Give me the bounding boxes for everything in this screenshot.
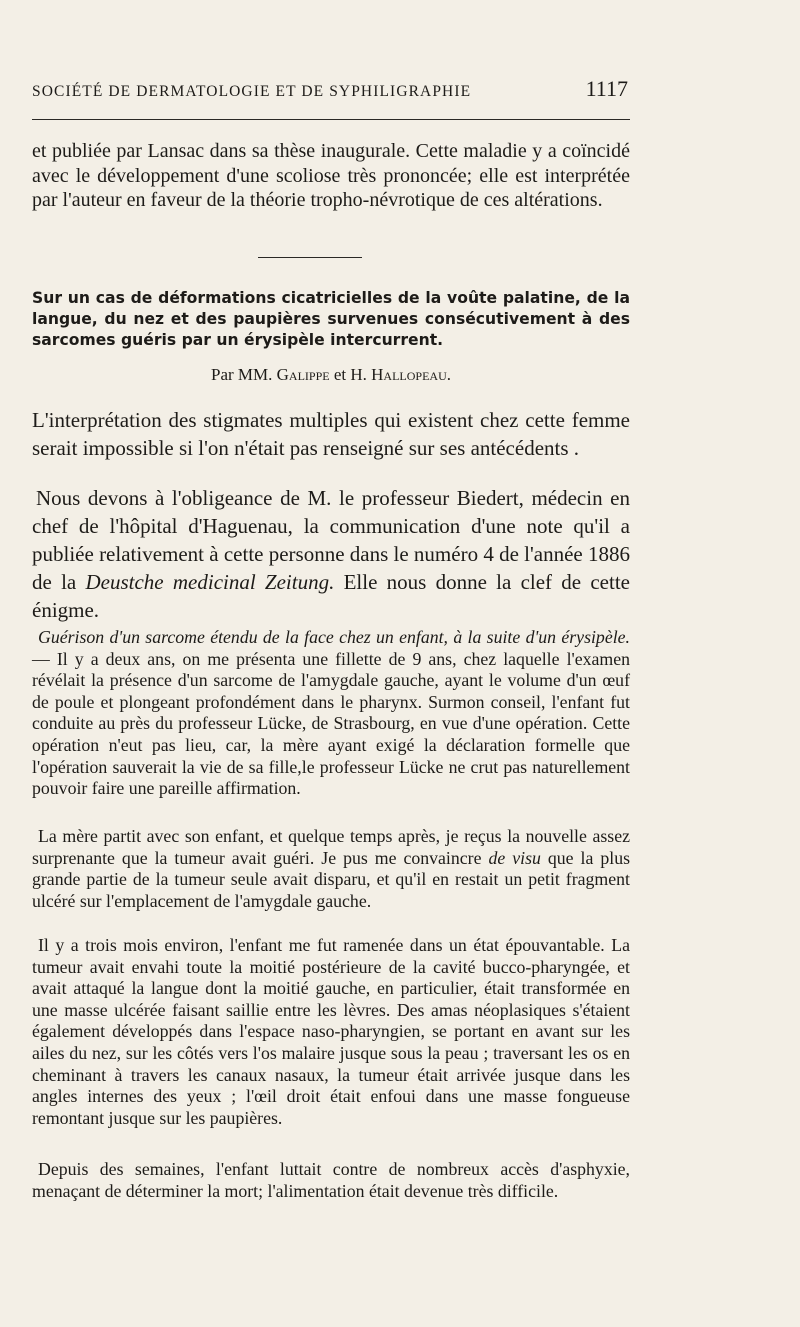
running-head: SOCIÉTÉ DE DERMATOLOGIE ET DE SYPHILIGRAPHIE [32,83,472,100]
page-number: 1117 [585,76,628,101]
case-text: — Il y a deux ans, on me présenta une fillette de 9 ans, chez laquelle l'examen révélait la présence d'un sarcome de l'amygdale gauche, ayant le volume d'un œuf de poule et plongeant profondément dans le pharynx. Surmon conseil, l'enfant fut conduite au près du professeur Lücke, de Strasbourg, en vue d'une opération. Cette opération n'eut pas lieu, car, la mère ayant exigé la déclaration formelle que l'opération sauverait la vie de sa fille,le professeur Lücke ne crut pas naturellement pouvoir faire une pareille affirmation. [32,648,630,799]
mother-text-end: que la plus grande partie de la tumeur seule avait disparu, et qu'il en restait un petit fragment ulcéré sur l'emplacement de l'amygdale gauche. [32,847,631,911]
paragraph-interpretation: L'interprétation des stigmates multiples qui existent chez cette femme serait impossible si l'on n'était pas renseigné sur ses antécédents . [32,408,630,460]
paragraph-relapse: Il y a trois mois environ, l'enfant me fut ramenée dans un état épouvantable. La tumeur avait envahi toute la moitié postérieure de la cavité bucco-pharyngée, et avait attaqué la langue dont la moitié gauche, en particulier, était transformée en une masse ulcérée faisant saillie entre les lèvres. Des amas néoplasiques s'étaient également développés dans l'espace naso-pharyngien, se portant en avant sur les ailes du nez, sur les côtés vers l'os malaire jusque sous la peau ; traversant les os en cheminant à travers les canaux nasaux, la tumeur était arrivée jusque dans les angles internes des yeux ; l'œil droit était enfoui dans une masse fongueuse remontant jusque sur les paupières. [32,935,630,1128]
biedert-text: Nous devons à l'obligeance de M. le professeur Biedert, médecin en chef de l'hôpital d'Haguenau, la communication d'une note qu'il a publiée relativement à cette personne dans le numéro 4 de l'année 1886 de la [32,486,630,594]
article-authors [32,365,630,385]
paragraph-asphyxia: Depuis des semaines, l'enfant luttait contre de nombreux accès d'asphyxie, menaçant de déterminer la mort; l'alimentation était devenue très difficile. [32,1159,630,1201]
paragraph-mother [32,826,630,912]
biedert-closing: Elle nous donne la clef de cette énigme. [32,570,630,622]
author-galippe: Galippe [276,365,330,384]
paragraph-continued: et publiée par Lansac dans sa thèse inaugurale. Cette maladie y a coïncidé avec le développement d'une scoliose très prononcée; elle est interprétée par l'auteur en faveur de la théorie tropho-névrotique de ces altérations. [32,140,630,212]
de-visu: de visu [488,847,541,868]
case-heading: Guérison d'un sarcome étendu de la face chez un enfant, à la suite d'un érysipèle. [38,627,630,647]
authors-joiner: et [333,365,347,384]
header-rule [32,119,630,120]
section-separator [258,257,362,258]
mother-text-start: La mère partit avec son enfant, et quelque temps après, je reçus la nouvelle assez surprenante que la tumeur avait guéri. Je pus me convaincre [32,826,630,868]
page-header [32,76,628,102]
article-title: Sur un cas de déformations cicatricielles de la voûte palatine, de la langue, du nez et des paupières survenues consécutivement à des sarcomes guéris par un érysipèle intercurrent. [32,289,630,349]
paragraph-biedert [32,484,630,624]
authors-prefix: Par MM. [210,365,273,384]
paragraph-case-report [32,627,630,800]
author-hallopeau: H. Hallopeau. [350,365,452,384]
journal-title: Deustche medicinal Zeitung. [85,570,335,594]
